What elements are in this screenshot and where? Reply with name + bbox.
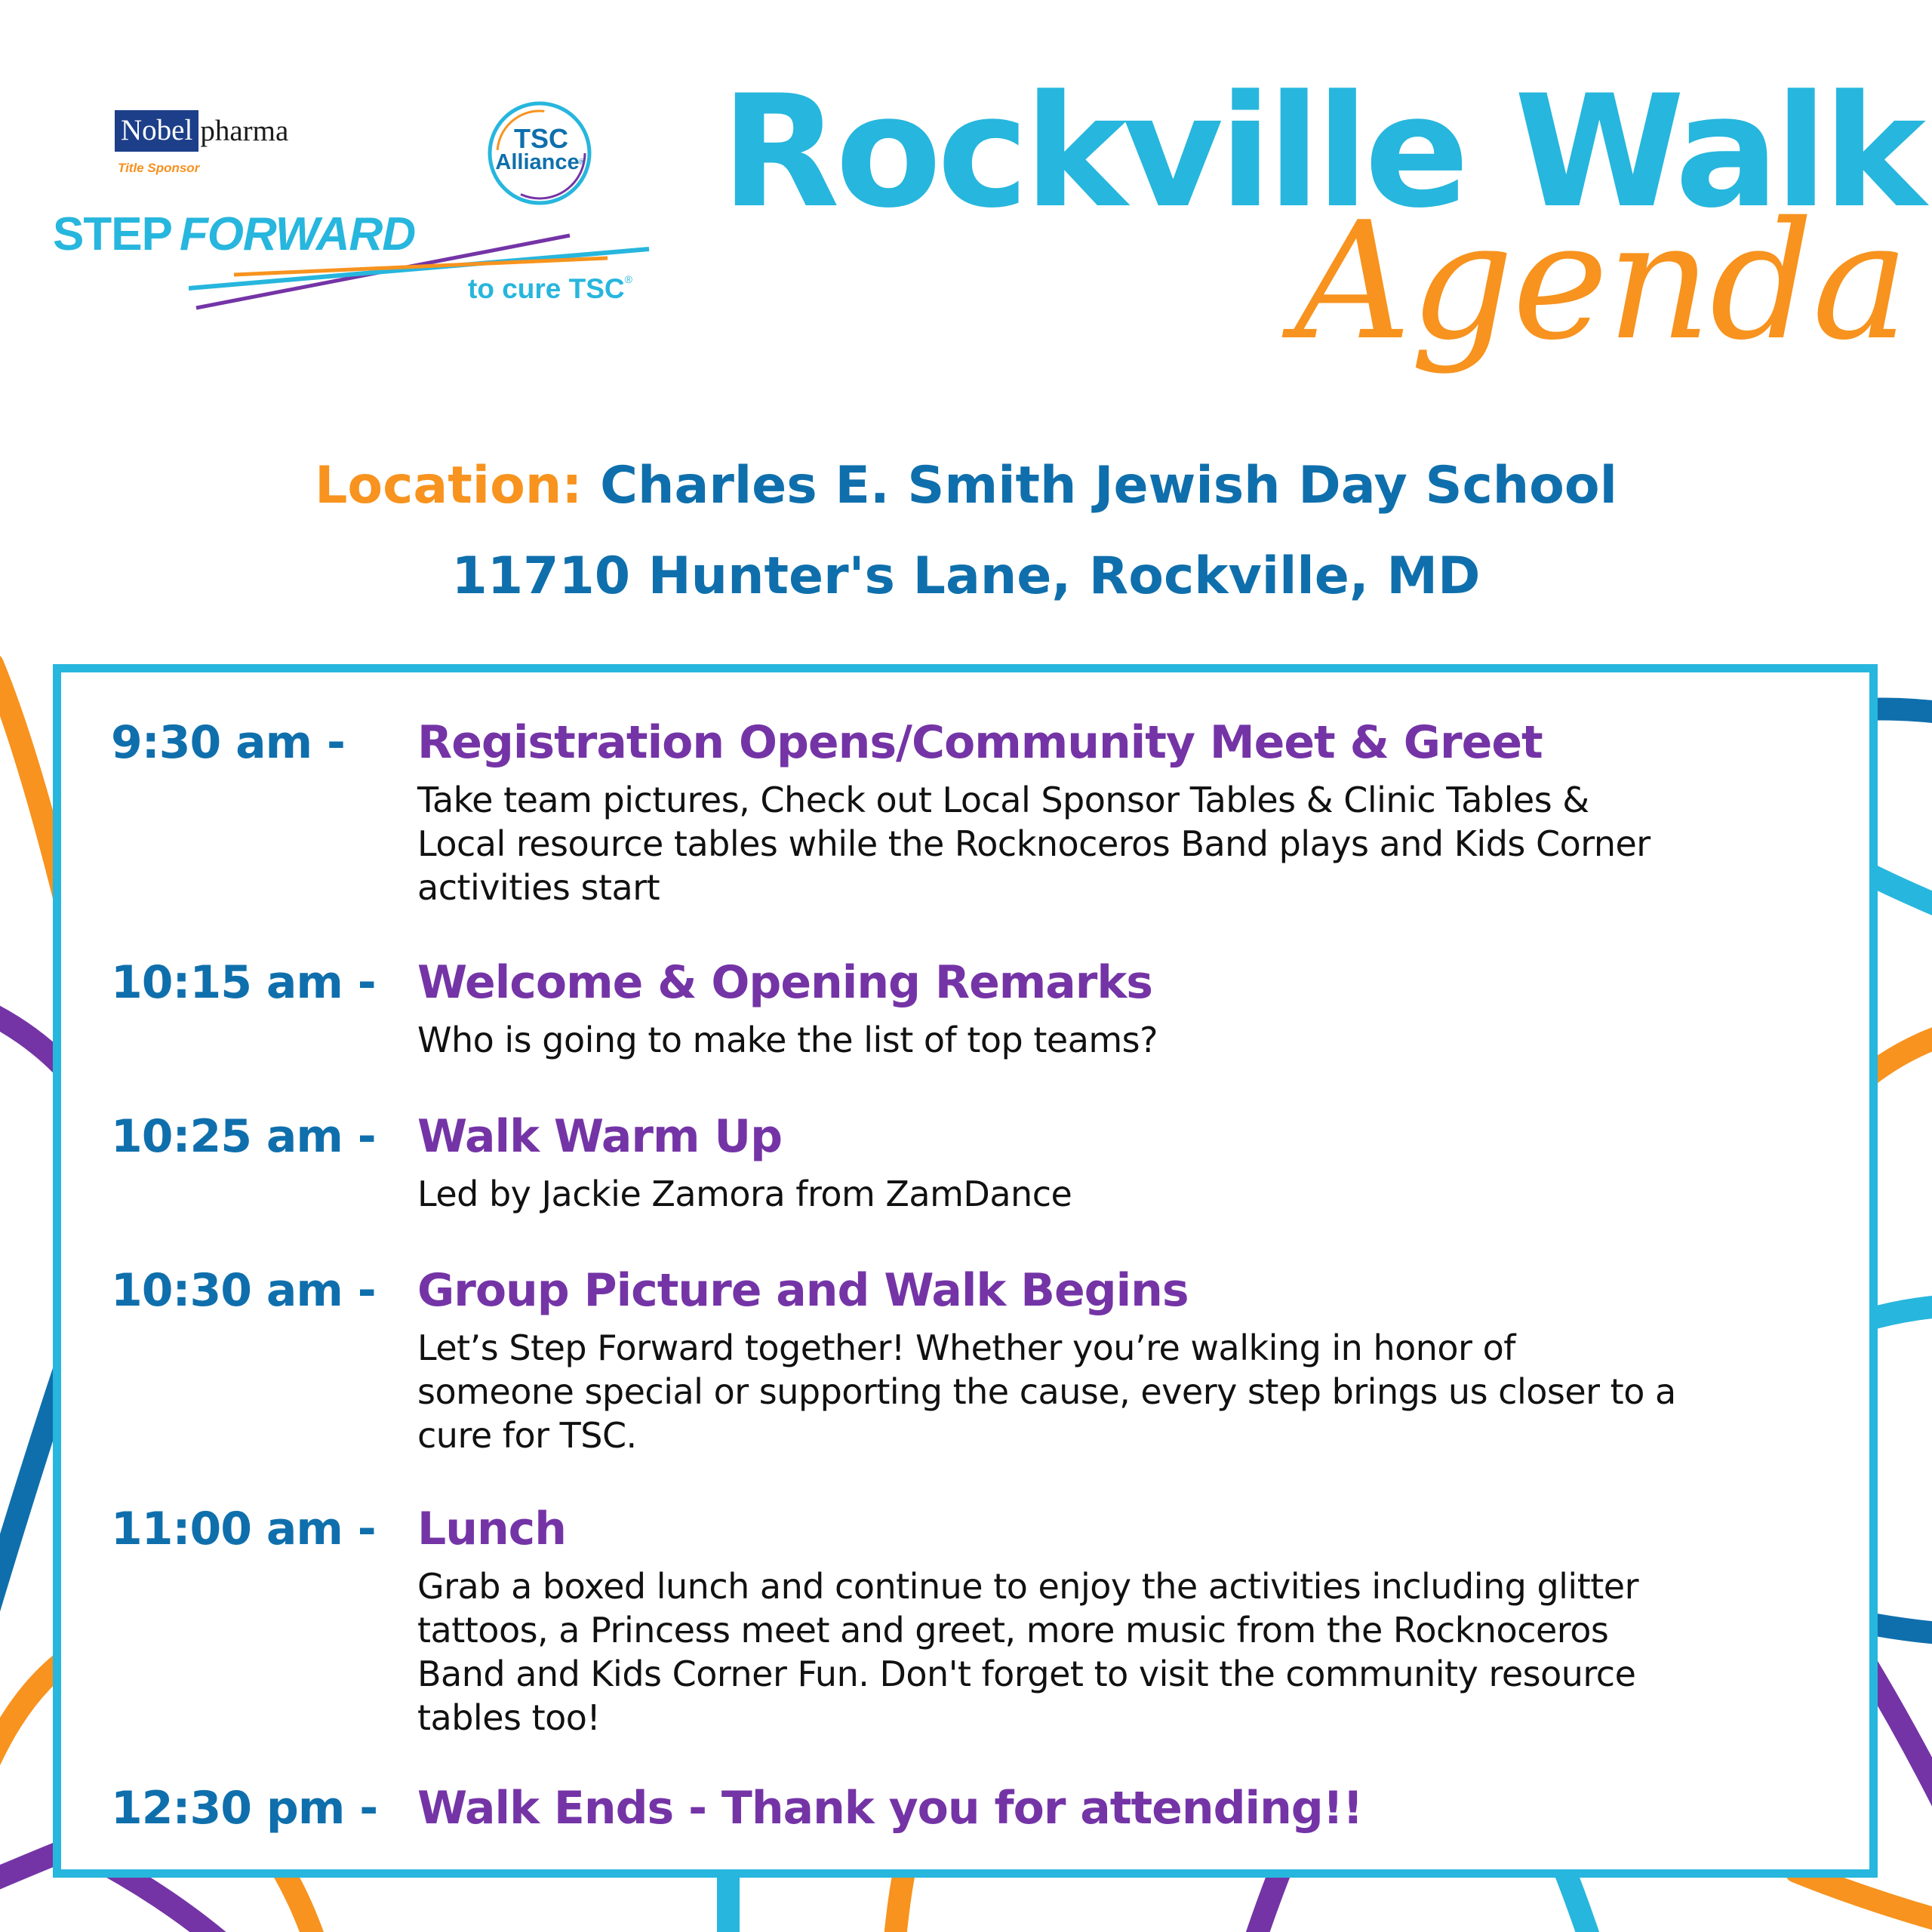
agenda-description: [417, 1326, 1851, 1457]
tsc-alliance-logo: [483, 97, 596, 210]
agenda-description: [417, 1018, 1851, 1062]
agenda-description-line: Band and Kids Corner Fun. Don't forget to visit the community resource: [417, 1654, 1636, 1694]
agenda-time: 10:30 am -: [111, 1264, 376, 1317]
location-line: [0, 456, 1932, 515]
step-forward-cure: [468, 273, 632, 305]
title-sponsor-label: Title Sponsor: [118, 161, 200, 175]
agenda-time: 10:15 am -: [111, 956, 376, 1009]
location-label: Location:: [315, 456, 583, 515]
agenda-event: Lunch: [417, 1503, 566, 1555]
agenda-panel: [53, 664, 1878, 1878]
sponsor-logo-box: Nobel: [115, 110, 198, 152]
agenda-time: 11:00 am -: [111, 1503, 376, 1555]
agenda-event: Group Picture and Walk Begins: [417, 1264, 1189, 1317]
sponsor-logo-rest: pharma: [200, 115, 289, 147]
step-forward-forward: FORWARD: [179, 208, 416, 260]
agenda-time: 10:25 am -: [111, 1110, 376, 1163]
location-venue: Charles E. Smith Jewish Day School: [600, 456, 1617, 515]
agenda-description: [417, 1564, 1851, 1740]
agenda-description-line: tables too!: [417, 1697, 601, 1738]
page-title-script: Agenda: [1294, 186, 1908, 376]
agenda-description: [417, 778, 1851, 909]
agenda-event: Registration Opens/Community Meet & Greet: [417, 716, 1543, 769]
step-forward-cure-mark: ®: [624, 273, 632, 285]
agenda-description-line: Let’s Step Forward together! Whether you’re walking in honor of: [417, 1327, 1515, 1368]
agenda-description-line: Led by Jackie Zamora from ZamDance: [417, 1174, 1072, 1214]
agenda-event: Welcome & Opening Remarks: [417, 956, 1152, 1009]
sponsor-logo: [115, 110, 288, 152]
agenda-description-line: Who is going to make the list of top teams?: [417, 1020, 1158, 1060]
tsc-alliance-mark: ®: [579, 158, 586, 167]
agenda-description-line: someone special or supporting the cause, every step brings us closer to a: [417, 1371, 1676, 1412]
agenda-description-line: Local resource tables while the Rocknoceros Band plays and Kids Corner: [417, 823, 1651, 864]
agenda-description-line: Grab a boxed lunch and continue to enjoy the activities including glitter: [417, 1566, 1638, 1607]
tsc-alliance-line1: TSC: [514, 123, 568, 154]
page-title: Rockville Walk: [721, 63, 1922, 242]
agenda-event: Walk Ends - Thank you for attending!!: [417, 1782, 1363, 1835]
agenda-description: [417, 1172, 1851, 1216]
agenda-description-line: Take team pictures, Check out Local Sponsor Tables & Clinic Tables &: [417, 780, 1589, 820]
step-forward-step: STEP: [53, 208, 172, 260]
tsc-alliance-line2: Alliance: [495, 150, 580, 174]
agenda-description-line: tattoos, a Princess meet and greet, more music from the Rocknoceros: [417, 1610, 1609, 1651]
agenda-time: 12:30 pm -: [111, 1782, 378, 1835]
location-address: 11710 Hunter's Lane, Rockville, MD: [451, 546, 1481, 606]
agenda-event: Walk Warm Up: [417, 1110, 783, 1163]
agenda-description-line: cure for TSC.: [417, 1415, 637, 1456]
agenda-description-line: activities start: [417, 867, 660, 908]
step-forward-cure-text: to cure TSC: [468, 273, 625, 304]
agenda-time: 9:30 am -: [111, 716, 345, 769]
